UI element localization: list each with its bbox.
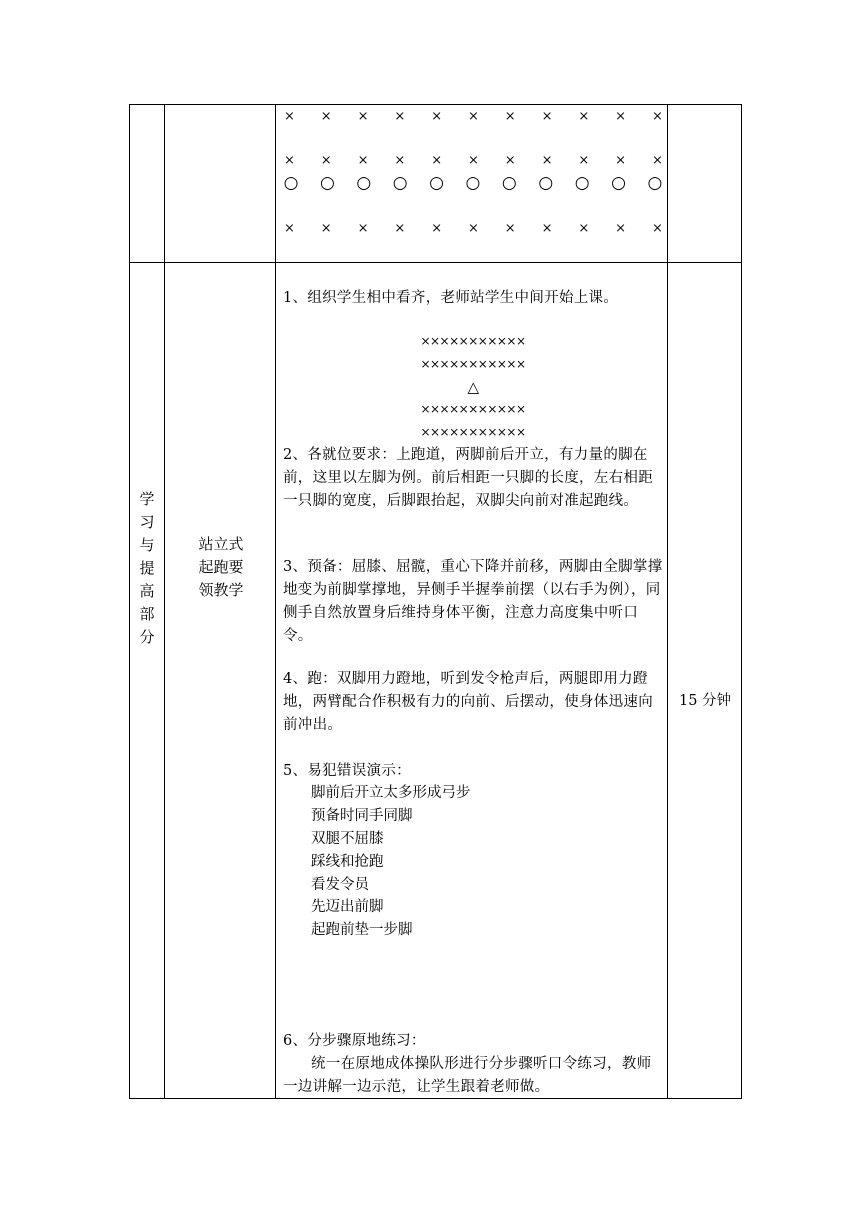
- mark: ×: [357, 109, 369, 124]
- mark: ×: [615, 153, 627, 168]
- part-label-char: 高: [139, 582, 155, 600]
- mark: ×: [578, 153, 590, 168]
- col-border-3: [275, 104, 276, 1099]
- col-border-1: [129, 104, 130, 1099]
- mark: ×: [320, 109, 332, 124]
- error-item: 先迈出前脚: [311, 899, 384, 915]
- formation-row-4: [284, 221, 662, 237]
- step-5-title: 5、易犯错误演示：: [283, 763, 411, 779]
- step-6-title: 6、分步骤原地练习：: [283, 1033, 426, 1049]
- col-border-5: [741, 104, 742, 1099]
- error-item: 看发令员: [311, 877, 369, 893]
- part-label-char: 习: [139, 513, 155, 531]
- topic-line: 站立式: [198, 535, 244, 553]
- formation-line: ×××××××××××: [420, 334, 526, 348]
- circle-icon: ○: [574, 173, 590, 193]
- teacher-marker: △: [467, 378, 479, 396]
- error-item: 预备时同手同脚: [311, 808, 413, 824]
- error-item: 踩线和抢跑: [311, 854, 384, 870]
- mark: ×: [578, 221, 590, 236]
- part-label-char: 学: [139, 490, 155, 508]
- part-label-char: 分: [139, 628, 155, 646]
- error-item: 起跑前垫一步脚: [311, 922, 413, 938]
- mark: ×: [504, 153, 516, 168]
- step-1: 1、组织学生相中看齐，老师站学生中间开始上课。: [283, 290, 619, 306]
- mark: ×: [284, 109, 295, 124]
- mark: ×: [431, 109, 443, 124]
- mark: ×: [651, 221, 663, 236]
- formation-line: ×××××××××××: [420, 357, 526, 371]
- mark: ×: [541, 221, 553, 236]
- mark: ×: [357, 221, 369, 236]
- mark: ×: [284, 221, 295, 236]
- part-label-char: 部: [139, 605, 155, 623]
- col-border-2: [164, 104, 165, 1099]
- circle-icon: ○: [538, 173, 554, 193]
- mark: ×: [651, 153, 663, 168]
- mark: ×: [615, 109, 627, 124]
- topic-label: [178, 533, 264, 602]
- mark: ×: [431, 221, 443, 236]
- duration: 15 分钟: [678, 693, 732, 709]
- step-3: 3、预备：屈膝、屈髋，重心下降并前移，两脚由全脚掌撑地变为前脚掌撑地，异侧手半握拳前摆（以右手为例），同侧手自然放置身后维持身体平衡，注意力高度集中听口令。: [283, 559, 663, 644]
- mark: ×: [394, 221, 406, 236]
- formation-line: ×××××××××××: [420, 402, 526, 416]
- part-label-char: 提: [139, 559, 155, 577]
- mark: ×: [504, 109, 516, 124]
- circle-icon: ○: [283, 173, 299, 193]
- part-label: [138, 488, 156, 649]
- circle-icon: ○: [429, 173, 444, 193]
- formation-row-1: [284, 109, 662, 125]
- circle-icon: ○: [319, 173, 335, 193]
- circle-icon: ○: [501, 173, 517, 193]
- topic-line: 起跑要: [198, 558, 244, 576]
- formation-row-2: [284, 153, 662, 169]
- circle-icon: ○: [647, 173, 663, 193]
- part-label-text: [138, 488, 156, 649]
- error-item: 双腿不屈膝: [311, 831, 384, 847]
- mark: ×: [431, 153, 443, 168]
- mark: ×: [394, 153, 406, 168]
- col-border-4: [667, 104, 668, 1099]
- mark: ×: [467, 109, 479, 124]
- step-4: 4、跑：双脚用力蹬地，听到发令枪声后，两腿即用力蹬地，两臂配合作积极有力的向前、后摆动，使身体迅速向前冲出。: [283, 671, 653, 733]
- topic-line: 领教学: [198, 581, 244, 599]
- circle-icon: ○: [392, 173, 408, 193]
- step-2: 2、各就位要求：上跑道，两脚前后开立，有力量的脚在前，这里以左脚为例。前后相距一只脚的长度，左右相距一只脚的宽度，后脚跟抬起，双脚尖向前对准起跑线。: [283, 447, 653, 509]
- formation-row-3: [282, 174, 664, 192]
- mark: ×: [504, 221, 516, 236]
- mark: ×: [467, 221, 479, 236]
- circle-icon: ○: [611, 173, 626, 193]
- circle-icon: ○: [465, 173, 481, 193]
- circle-icon: ○: [356, 173, 372, 193]
- step-6-text: 统一在原地成体操队形进行分步骤听口令练习，教师一边讲解一边示范，让学生跟着老师做。: [283, 1056, 652, 1095]
- table-top-border: [129, 104, 742, 105]
- mark: ×: [615, 221, 627, 236]
- mark: ×: [320, 153, 332, 168]
- mark: ×: [541, 109, 553, 124]
- error-item: 脚前后开立太多形成弓步: [311, 785, 471, 801]
- mark: ×: [284, 153, 295, 168]
- part-label-char: 与: [139, 536, 155, 554]
- row-divider: [129, 262, 742, 263]
- mark: ×: [467, 153, 479, 168]
- mark: ×: [578, 109, 590, 124]
- mark: ×: [357, 153, 369, 168]
- mark: ×: [541, 153, 553, 168]
- mark: ×: [394, 109, 406, 124]
- mark: ×: [651, 109, 663, 124]
- mark: ×: [320, 221, 332, 236]
- formation-line: ×××××××××××: [420, 425, 526, 439]
